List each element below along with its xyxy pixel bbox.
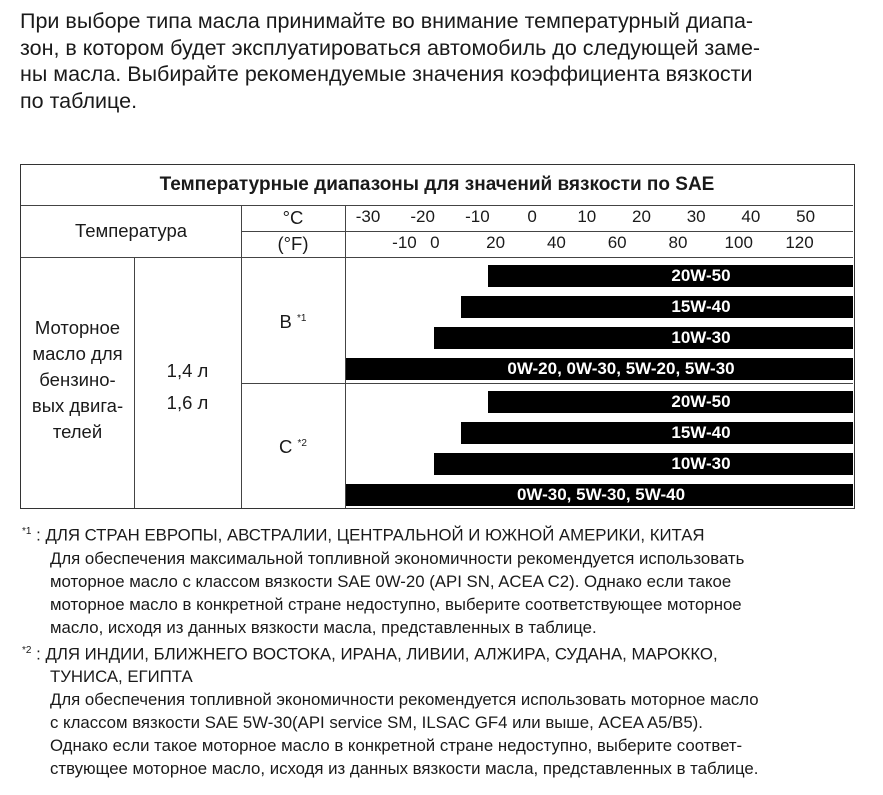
viscosity-bar-label: 15W-40: [671, 297, 731, 316]
fahrenheit-tick: 20: [486, 233, 506, 252]
viscosity-bar-label: 15W-40: [671, 423, 731, 442]
viscosity-bar: [346, 484, 853, 506]
celsius-tick: 40: [741, 207, 761, 226]
temperature-header: Температура: [74, 220, 188, 241]
oil-type-line: вых двига-: [31, 395, 124, 416]
footnote-1: [22, 520, 872, 639]
viscosity-bar-label: 10W-30: [671, 328, 731, 347]
viscosity-bar: [461, 296, 853, 318]
viscosity-bar: [488, 391, 853, 413]
oil-type-line: телей: [52, 421, 103, 442]
footnote-mark: *1: [22, 526, 32, 537]
celsius-tick: 0: [527, 207, 537, 226]
fahrenheit-tick: 0: [430, 233, 440, 252]
group-note-ref: *1: [297, 313, 307, 324]
viscosity-bar-label: 20W-50: [671, 266, 731, 285]
footnote-line: с классом вязкости SAE 5W-30(API service SM, ILSAC GF4 или выше, ACEA A5/B5).: [50, 713, 703, 733]
fahrenheit-tick: -10: [392, 233, 417, 252]
footnote-title: : ДЛЯ СТРАН ЕВРОПЫ, АВСТРАЛИИ, ЦЕНТРАЛЬНОЙ И ЮЖНОЙ АМЕРИКИ, КИТАЯ: [36, 525, 705, 545]
celsius-tick: -30: [355, 207, 381, 226]
viscosity-bar-label: 10W-30: [671, 454, 731, 473]
footnote-mark: *2: [22, 644, 32, 656]
footnote-line: масло, исходя из данных вязкости масла, представленных в таблице.: [50, 617, 597, 637]
viscosity-bar-label: 0W-30, 5W-30, 5W-40: [516, 485, 686, 504]
volume-value: 1,6 л: [166, 392, 209, 413]
intro-line: ны масла. Выбирайте рекомендуемые значения коэффициента вязкости: [20, 62, 753, 86]
viscosity-table: [20, 164, 855, 509]
footnote-2: [22, 639, 872, 781]
celsius-tick: 30: [686, 207, 706, 226]
oil-type-line: бензино-: [39, 369, 116, 390]
viscosity-bars: [21, 165, 853, 508]
celsius-tick: 50: [796, 207, 816, 226]
celsius-tick: -10: [465, 207, 490, 226]
viscosity-bar-label: 0W-20, 0W-30, 5W-20, 5W-30: [507, 359, 735, 378]
fahrenheit-unit: (°F): [277, 233, 309, 254]
footnotes: [22, 520, 872, 780]
intro-paragraph: [20, 8, 860, 114]
volume-value: 1,4 л: [166, 360, 209, 381]
group-letter: B: [279, 311, 292, 333]
footnote-line: Для обеспечения топливной экономичности рекомендуется использовать моторное масло: [50, 690, 759, 710]
intro-line: При выборе типа масла принимайте во внимание температурный диапа-: [20, 9, 754, 33]
celsius-tick: 10: [577, 207, 597, 226]
celsius-tick: -20: [410, 207, 435, 226]
footnote-line: моторное масло с классом вязкости SAE 0W-20 (API SN, ACEA C2). Однако если такое: [50, 571, 732, 591]
viscosity-bar: [434, 453, 853, 475]
footnote-line: моторное масло в конкретной стране недоступно, выберите соответствующее моторное: [50, 594, 742, 614]
viscosity-bar: [461, 422, 853, 444]
viscosity-bar: [346, 358, 853, 380]
footnote-line: ТУНИСА, ЕГИПТА: [50, 667, 193, 687]
oil-type-line: масло для: [32, 343, 123, 364]
viscosity-bar: [488, 265, 853, 287]
footnote-line: Однако если такое моторное масло в конкретной стране недоступно, выберите соответ-: [50, 736, 743, 756]
fahrenheit-tick: 120: [785, 233, 814, 252]
intro-line: по таблице.: [20, 88, 138, 113]
group-note-ref: *2: [297, 438, 307, 449]
celsius-unit: °C: [282, 207, 304, 228]
oil-type-line: Моторное: [34, 317, 121, 338]
celsius-tick: 20: [632, 207, 651, 226]
footnote-line: ствующее моторное масло, исходя из данных вязкости масла, представленных в таблице.: [50, 759, 759, 779]
footnote-title: : ДЛЯ ИНДИИ, БЛИЖНЕГО ВОСТОКА, ИРАНА, ЛИВИИ, АЛЖИРА, СУДАНА, МАРОККО,: [36, 644, 718, 664]
fahrenheit-tick: 80: [668, 233, 688, 252]
fahrenheit-tick: 40: [546, 233, 566, 252]
viscosity-bar: [434, 327, 853, 349]
intro-line: зон, в котором будет эксплуатироваться автомобиль до следующей заме-: [20, 35, 761, 60]
table-title: Температурные диапазоны для значений вязкости по SAE: [159, 174, 715, 195]
group-letter: C: [279, 436, 293, 458]
viscosity-bar-label: 20W-50: [671, 392, 731, 411]
footnote-line: Для обеспечения максимальной топливной экономичности рекомендуется использовать: [50, 548, 745, 568]
fahrenheit-tick: 100: [724, 233, 753, 252]
fahrenheit-tick: 60: [607, 233, 627, 252]
